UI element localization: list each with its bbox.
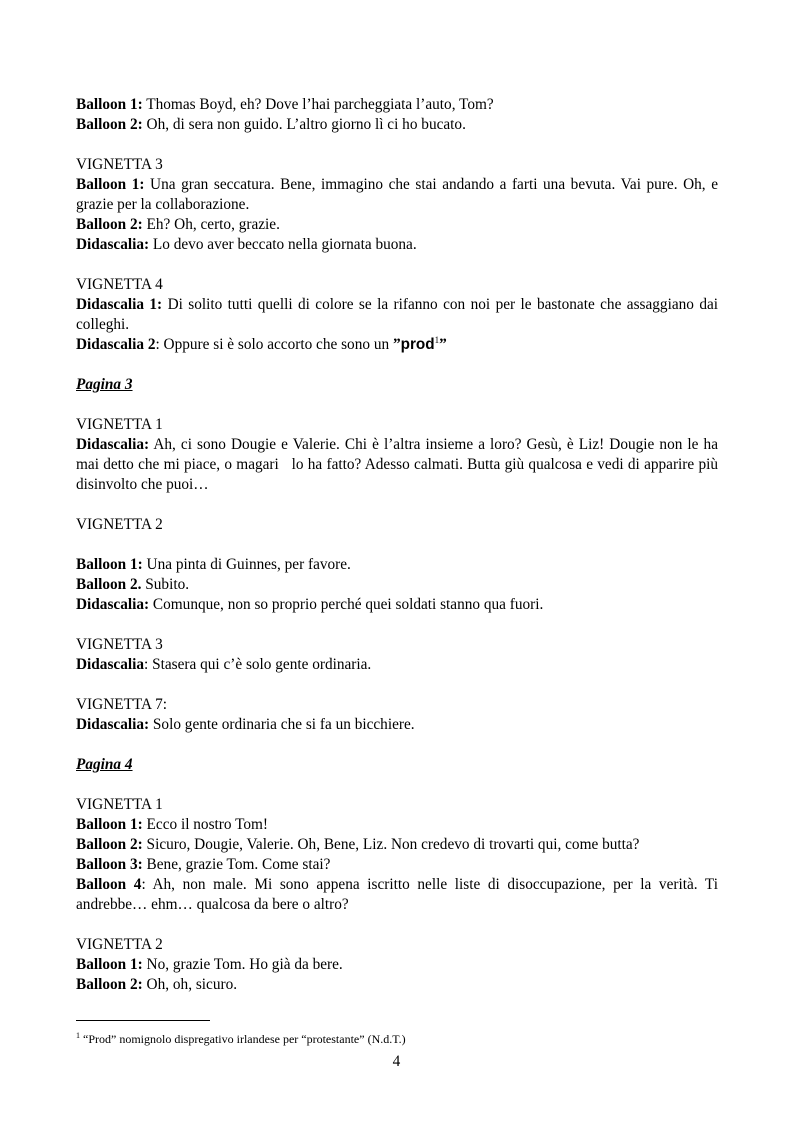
blank-line bbox=[76, 915, 718, 935]
dialogue-line bbox=[76, 555, 718, 575]
footnote-separator bbox=[76, 1020, 210, 1021]
dialogue-text: Sicuro, Dougie, Valerie. Oh, Bene, Liz. Non credevo di trovarti qui, come butta? bbox=[142, 836, 640, 853]
vignetta-title: VIGNETTA 2 bbox=[76, 516, 163, 533]
page-heading-4: Pagina 4 bbox=[76, 756, 133, 773]
caption-line bbox=[76, 435, 722, 495]
footnote-number: 1 bbox=[76, 1031, 80, 1040]
blank-line bbox=[76, 775, 718, 795]
dialogue-text: Thomas Boyd, eh? Dove l’hai parcheggiata l’auto, Tom? bbox=[142, 96, 494, 113]
blank-line bbox=[76, 735, 718, 755]
open-quote: ” bbox=[392, 336, 401, 353]
speaker-label: Balloon 2: bbox=[76, 216, 143, 233]
caption-text: Comunque, non so proprio perché quei soldati stanno qua fuori. bbox=[149, 596, 544, 613]
blank-line bbox=[76, 675, 718, 695]
dialogue-line bbox=[76, 975, 718, 995]
vignetta-title: VIGNETTA 2 bbox=[76, 936, 163, 953]
blank-line bbox=[76, 535, 718, 555]
blank-line bbox=[76, 355, 718, 375]
dialogue-line bbox=[76, 835, 718, 855]
dialogue-line bbox=[76, 815, 718, 835]
dialogue-line bbox=[76, 215, 718, 235]
dialogue-line bbox=[76, 95, 718, 115]
speaker-label: Balloon 1: bbox=[76, 556, 143, 573]
caption-text: Ah, ci sono Dougie e Valerie. Chi è l’altra insieme a loro? Gesù, è Liz! Dougie non le ha mai detto che mi piace, o magari lo ha fatto? Adesso calmati. Butta giù qualcosa e vedi di apparire più disinvolto che puoi… bbox=[76, 436, 722, 493]
speaker-label: Balloon 2. bbox=[76, 576, 142, 593]
dialogue-text: Oh, di sera non guido. L’altro giorno lì ci ho bucato. bbox=[142, 116, 466, 133]
speaker-label: Didascalia 2 bbox=[76, 336, 156, 353]
dialogue-line bbox=[76, 955, 718, 975]
speaker-label: Balloon 1: bbox=[76, 96, 143, 113]
caption-line bbox=[76, 595, 718, 615]
script-body bbox=[76, 95, 722, 995]
caption-text: Lo devo aver beccato nella giornata buona. bbox=[149, 236, 417, 253]
blank-line bbox=[76, 395, 718, 415]
blank-line bbox=[76, 135, 718, 155]
caption-line bbox=[76, 655, 718, 675]
page-number: 4 bbox=[392, 1053, 401, 1070]
dialogue-line bbox=[76, 115, 718, 135]
dialogue-text: Bene, grazie Tom. Come stai? bbox=[142, 856, 331, 873]
dialogue-text: Una pinta di Guinnes, per favore. bbox=[142, 556, 351, 573]
dialogue-text: Eh? Oh, certo, grazie. bbox=[142, 216, 280, 233]
blank-line bbox=[76, 615, 718, 635]
footnote-text: “Prod” nomignolo dispregativo irlandese per “protestante” (N.d.T.) bbox=[80, 1032, 406, 1046]
speaker-label: Didascalia: bbox=[76, 596, 150, 613]
speaker-label: Balloon 2: bbox=[76, 976, 143, 993]
speaker-label: Didascalia: bbox=[76, 436, 150, 453]
speaker-label: Balloon 1: bbox=[76, 816, 143, 833]
caption-text: Solo gente ordinaria che si fa un bicchiere. bbox=[149, 716, 415, 733]
dialogue-text: Subito. bbox=[141, 576, 190, 593]
dialogue-line bbox=[76, 575, 718, 595]
blank-line bbox=[76, 255, 718, 275]
dialogue-text: No, grazie Tom. Ho già da bere. bbox=[142, 956, 343, 973]
speaker-label: Didascalia: bbox=[76, 236, 150, 253]
speaker-label: Balloon 4 bbox=[76, 876, 142, 893]
speaker-label: Balloon 3: bbox=[76, 856, 143, 873]
page-heading-3: Pagina 3 bbox=[76, 376, 133, 393]
caption-line bbox=[76, 235, 718, 255]
vignetta-title: VIGNETTA 1 bbox=[76, 416, 163, 433]
speaker-label: Balloon 2: bbox=[76, 836, 143, 853]
speaker-label: Didascalia bbox=[76, 656, 144, 673]
prod-word: prod bbox=[400, 336, 435, 353]
caption-text: : Stasera qui c’è solo gente ordinaria. bbox=[144, 656, 372, 673]
speaker-label: Didascalia: bbox=[76, 716, 150, 733]
dialogue-line bbox=[76, 855, 718, 875]
dialogue-text: Oh, oh, sicuro. bbox=[142, 976, 238, 993]
caption-line bbox=[76, 295, 718, 335]
footnote bbox=[76, 1031, 718, 1047]
speaker-label: Didascalia 1: bbox=[76, 296, 163, 313]
dialogue-line bbox=[76, 175, 718, 215]
vignetta-title: VIGNETTA 7: bbox=[76, 696, 167, 713]
close-quote: ” bbox=[439, 336, 447, 353]
vignetta-title: VIGNETTA 3 bbox=[76, 636, 163, 653]
blank-line bbox=[76, 495, 718, 515]
speaker-label: Balloon 1: bbox=[76, 176, 145, 193]
vignetta-title: VIGNETTA 1 bbox=[76, 796, 163, 813]
caption-line bbox=[76, 335, 718, 355]
speaker-label: Balloon 1: bbox=[76, 956, 143, 973]
dialogue-text: : Ah, non male. Mi sono appena iscritto nelle liste di disoccupazione, per la verità. Ti andrebbe… ehm… qualcosa da bere o altro? bbox=[76, 876, 718, 913]
vignetta-title: VIGNETTA 4 bbox=[76, 276, 163, 293]
speaker-label: Balloon 2: bbox=[76, 116, 143, 133]
dialogue-text: Ecco il nostro Tom! bbox=[142, 816, 268, 833]
dialogue-text: Una gran seccatura. Bene, immagino che stai andando a farti una bevuta. Vai pure. Oh, e grazie per la collaborazione. bbox=[76, 176, 718, 213]
caption-text: : Oppure si è solo accorto che sono un bbox=[155, 336, 393, 353]
vignetta-title: VIGNETTA 3 bbox=[76, 156, 163, 173]
caption-line bbox=[76, 715, 718, 735]
caption-text: Di solito tutti quelli di colore se la rifanno con noi per le bastonate che assaggiano dai colleghi. bbox=[76, 296, 719, 333]
dialogue-line bbox=[76, 875, 718, 915]
footnote-reference[interactable]: 1 bbox=[434, 335, 440, 345]
